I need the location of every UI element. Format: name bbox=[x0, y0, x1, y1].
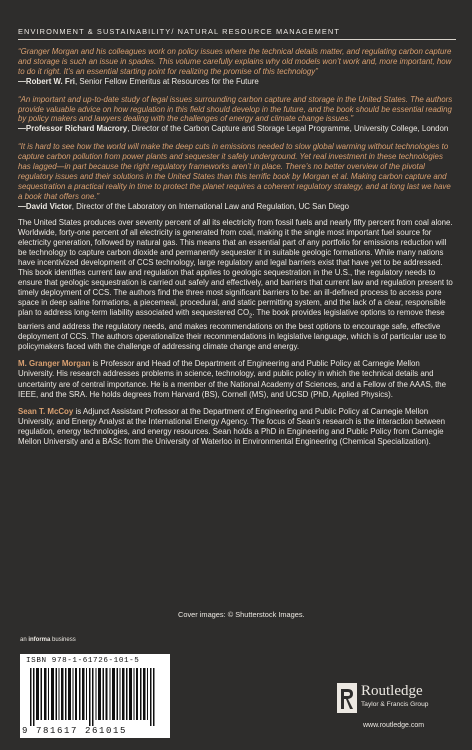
co2-subscript: 2 bbox=[249, 314, 253, 321]
publisher-group: Taylor & Francis Group bbox=[361, 701, 429, 708]
author-bio-text: is Professor and Head of the Department of Engineering and Public Policy at Carnegie Mellon University. His research addresses problems in science, technology, and public policy in which the technical details and uncertainty are of central importance. He is a member of the National Academy of Sciences, and a Fellow of the AAAS, the IEEE, and the SRA. He holds degrees from Harvard (BS), Cornell (MS), and UCSD (PhD, Applied Physics). bbox=[18, 359, 447, 399]
description-text-end: . The book provides legislative options to remove these barriers and address the regulatory needs, and makes recommendations on the best options to encourage safe, effective deployment of CCS. The authors operationalize their recommendations in legislative language, which is of particular use to policymakers faced with the challenge of addressing climate change and energy. bbox=[18, 308, 446, 352]
endorsement-attribution bbox=[18, 124, 456, 134]
book-description bbox=[18, 218, 456, 353]
description-text: The United States produces over seventy percent of all its electricity from fossil fuels and nearly fifty percent from coal alone. Worldwide, forty-one percent of all electricity is generated from coal, making it the single most important fuel source for electricity generation, followed by natural gas. This means that an essential part of any portfolio for emissions reduction will be technology to capture carbon dioxide and permanently sequester it in suitable geologic formations. While many nations have incentivized development of CCS technology, large regulatory and legal barriers exist that have yet to be addressed. This book identifies current law and regulation that applies to geologic sequestration in the U.S., the regulatory needs to ensure that geologic sequestration is carried out safely and effectively, and barriers that current law and regulation present to timely deployment of CCS. The authors find the three most significant barriers to be: an ill-defined process to access pore space in deep saline formations, a piecemeal, procedural, and static permitting system, and the lack of a clear, responsible plan to address long-term liability associated with sequestered CO bbox=[18, 217, 453, 318]
author-bio bbox=[18, 407, 456, 447]
endorser-name: —Robert W. Fri bbox=[18, 76, 75, 86]
publisher-url[interactable]: www.routledge.com bbox=[363, 722, 425, 729]
informa-tagline bbox=[20, 637, 76, 643]
author-bio bbox=[18, 359, 456, 399]
endorser-name: —Professor Richard Macrory bbox=[18, 124, 128, 134]
isbn-barcode bbox=[20, 654, 170, 738]
author-bio-text: is Adjunct Assistant Professor at the Department of Engineering and Public Policy at Carnegie Mellon University, and Energy Analyst at the International Energy Agency. The focus of Sean’s research is the interaction between regulation, energy technologies, and energy resources. Sean holds a PhD in Engineering and Public Policy from Carnegie Mellon University and a BASc from the University of Waterloo in Environmental Engineering (Chemical Specialization). bbox=[18, 406, 446, 447]
cover-text bbox=[18, 0, 456, 447]
informa-prefix: an bbox=[20, 637, 29, 643]
endorsement-quote: “It is hard to see how the world will make the deep cuts in emissions needed to slow global warming without technologies to capture carbon pollution from power plants and sequester it safely underground. Yet real investment in these technologies has lagged—in part because the right regulatory frameworks aren’t in place. There’s no better overview of the pivotal regulatory issues and their solutions in the United States than this terrific book by Morgan et al. Making carbon capture and sequestration a practical reality in time to protect the planet requires a coherent regulatory strategy, and at long last we have a book that offers one.” bbox=[18, 142, 451, 201]
endorser-title: , Director of the Laboratory on International Law and Regulation, UC San Diego bbox=[71, 201, 350, 211]
isbn-label: ISBN 978-1-61726-101-5 bbox=[26, 657, 140, 665]
informa-brand: informa bbox=[28, 637, 51, 643]
endorsement-attribution bbox=[18, 202, 456, 212]
category-heading: ENVIRONMENT & SUSTAINABILITY/ NATURAL RESOURCE MANAGEMENT bbox=[18, 27, 456, 40]
publisher-name: Routledge bbox=[361, 683, 423, 699]
endorser-title: , Director of the Carbon Capture and Storage Legal Programme, University College, London bbox=[127, 124, 449, 134]
author-name: M. Granger Morgan bbox=[18, 359, 91, 369]
endorser-name: —David Victor bbox=[18, 201, 72, 211]
endorsement-quote: “Granger Morgan and his colleagues work on policy issues where the technical details matter, and regulating carbon capture and storage is such an issue in spades. This volume carefully explains why old models won’t work and, more important, how to do it right. It’s an essential starting point for realizing the promise of this technology” bbox=[18, 47, 452, 76]
routledge-logo-icon bbox=[337, 683, 357, 713]
cover-image-credit: Cover images: © Shutterstock Images. bbox=[178, 610, 305, 619]
isbn-digits: 9 781617 261015 bbox=[22, 726, 128, 736]
informa-suffix: business bbox=[50, 637, 76, 643]
endorsement-attribution bbox=[18, 77, 456, 87]
endorsement-quote: “An important and up-to-date study of legal issues surrounding carbon capture and storage in the United States. The authors provide valuable advice on how regulation in this field should develop in the future, and the book should be essential reading by policy makers and lawyers dealing with the challenges of energy and climate change issues.” bbox=[18, 94, 453, 124]
barcode-icon bbox=[30, 668, 160, 726]
endorser-title: , Senior Fellow Emeritus at Resources for the Future bbox=[75, 76, 259, 86]
author-name: Sean T. McCoy bbox=[18, 406, 74, 416]
